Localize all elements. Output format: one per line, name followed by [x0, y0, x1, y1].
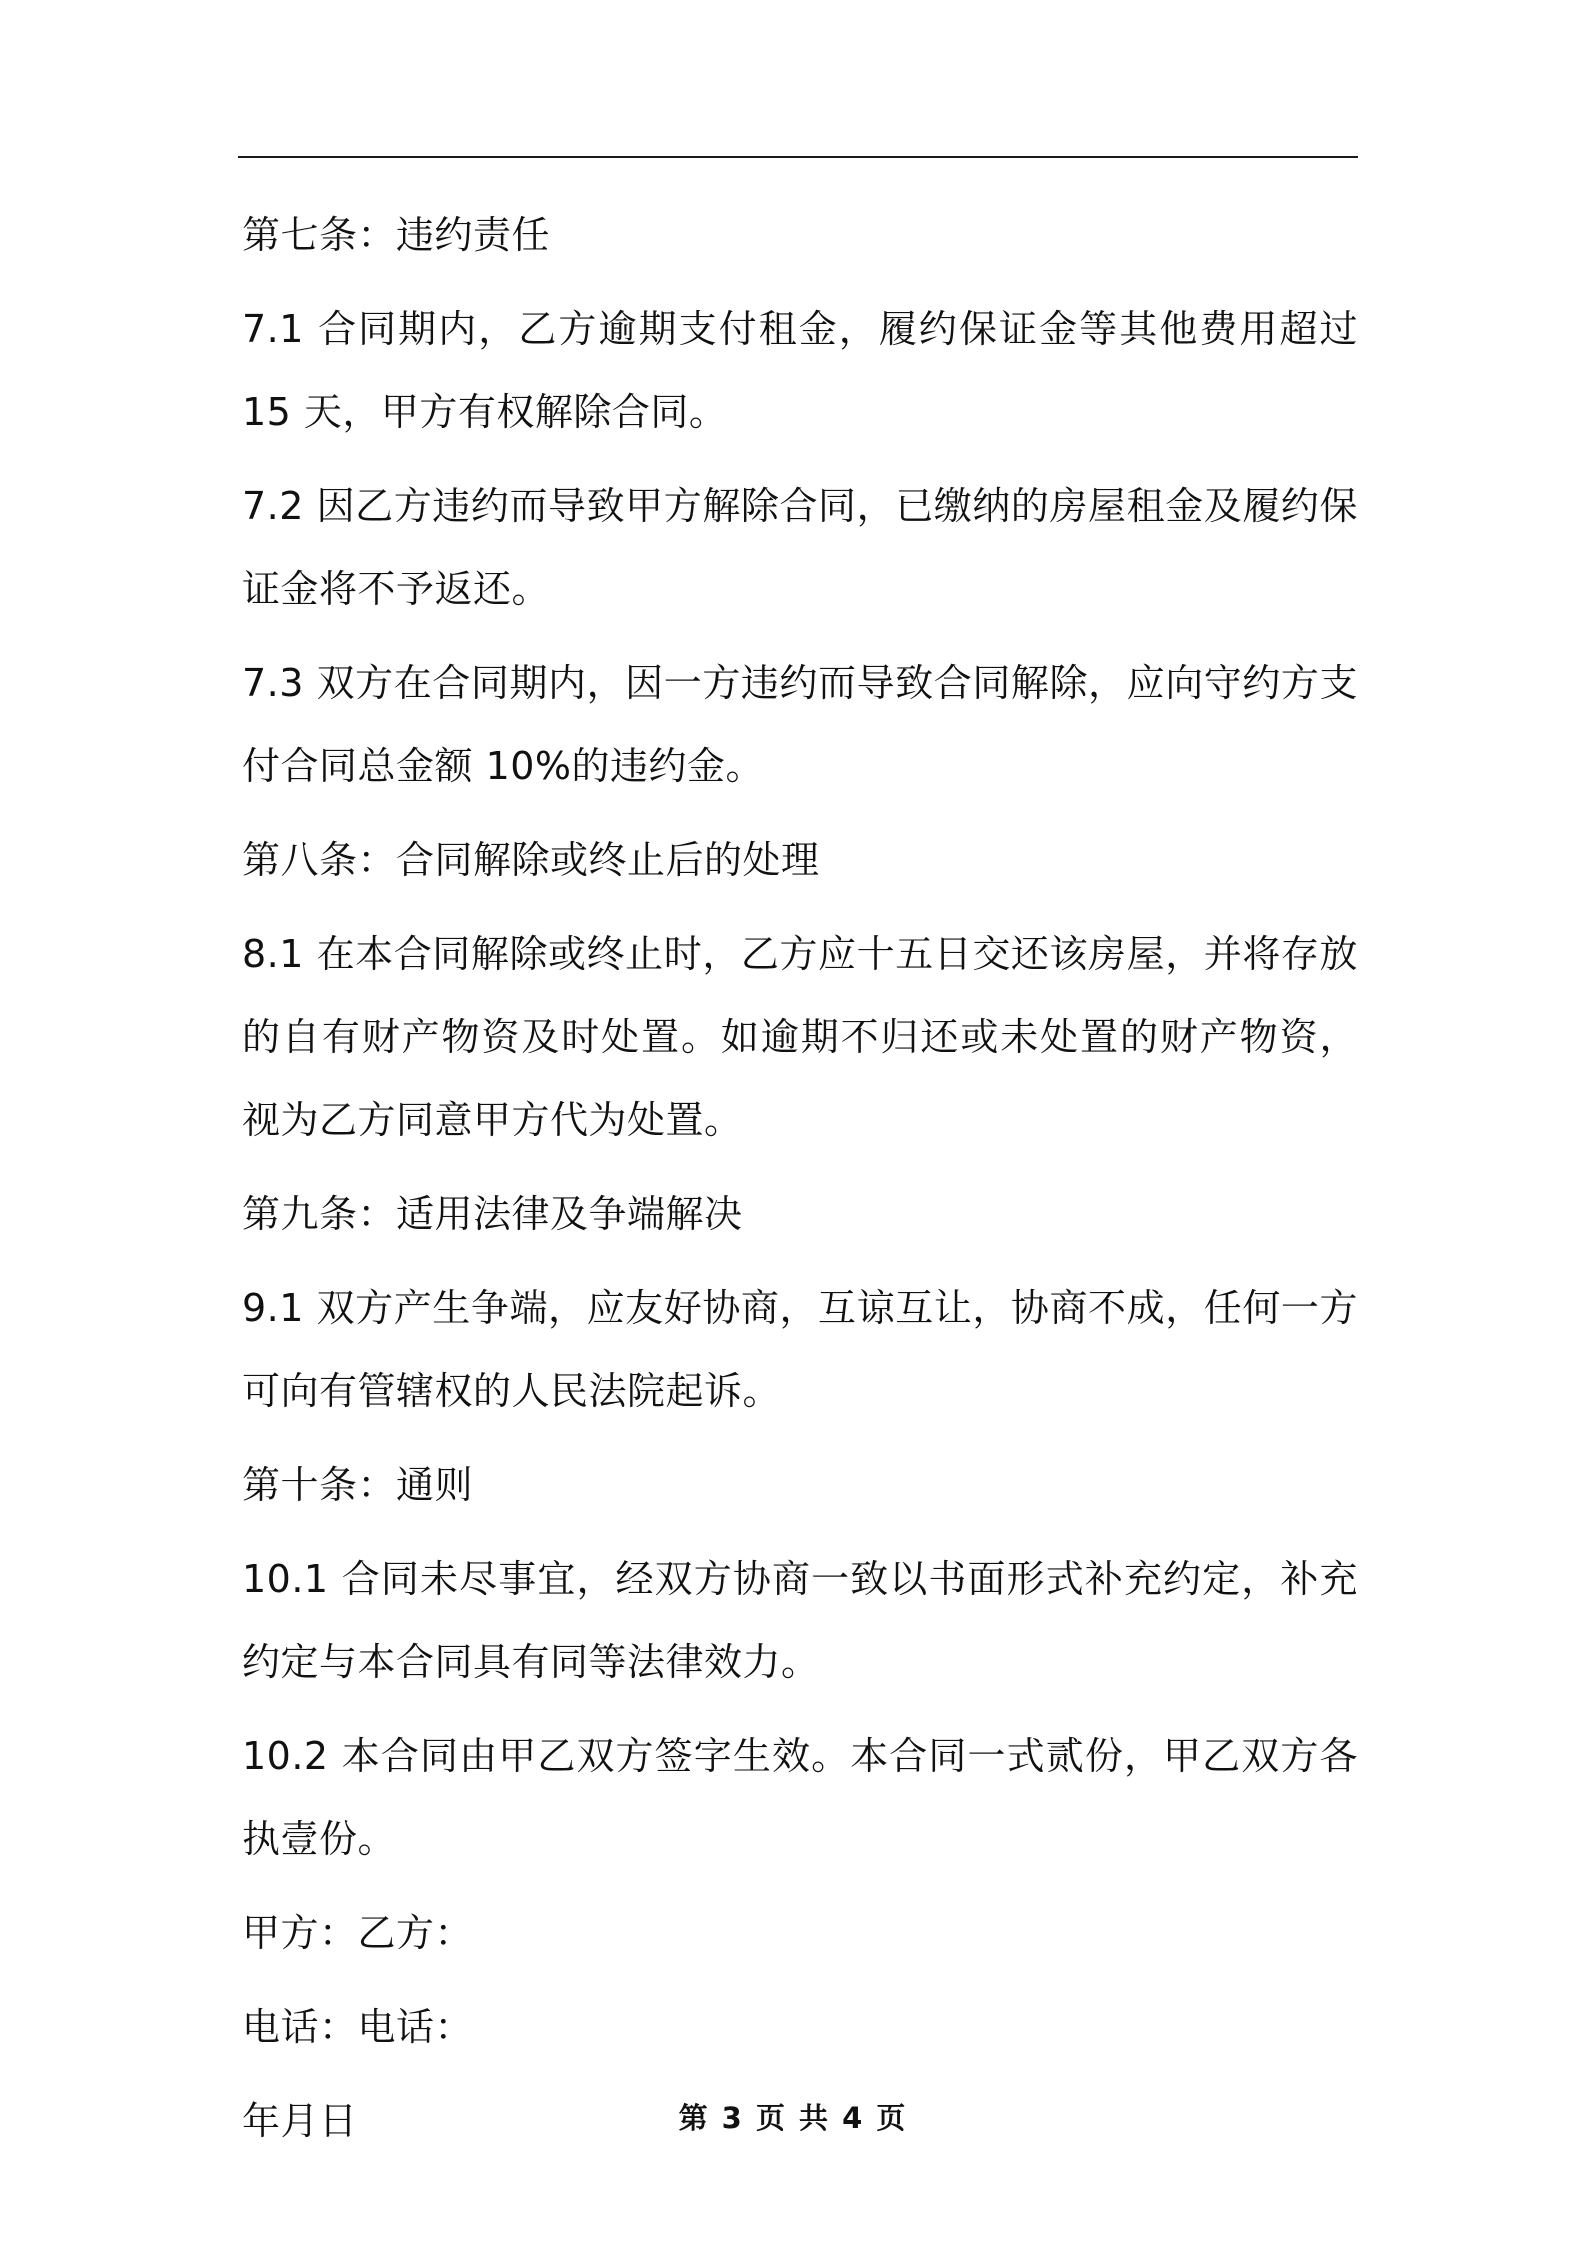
- clause-10-1: 10.1 合同未尽事宜，经双方协商一致以书面形式补充约定，补充约定与本合同具有同等法律效力。: [242, 1557, 1358, 1684]
- clause-7-2: 7.2 因乙方违约而导致甲方解除合同，已缴纳的房屋租金及履约保证金将不予返还。: [242, 484, 1358, 611]
- clause-9-1: 9.1 双方产生争端，应友好协商，互谅互让，协商不成，任何一方可向有管辖权的人民法院起诉。: [242, 1286, 1358, 1413]
- clause-7-3: 7.3 双方在合同期内，因一方违约而导致合同解除，应向守约方支付合同总金额 10%的违约金。: [242, 661, 1358, 788]
- clause-7-1: 7.1 合同期内，乙方逾期支付租金，履约保证金等其他费用超过 15 天，甲方有权解除合同。: [242, 307, 1358, 434]
- signature-phone-line: 电话：电话：: [242, 2005, 474, 2049]
- signature-parties-line: 甲方：乙方：: [242, 1911, 474, 1955]
- signature-date-line: 年月日: [242, 2099, 358, 2143]
- page-number: 第 3 页 共 4 页: [678, 2101, 908, 2135]
- clause-10-2: 10.2 本合同由甲乙双方签字生效。本合同一式贰份，甲乙双方各执壹份。: [242, 1734, 1358, 1861]
- document-body: [242, 194, 1358, 2174]
- header-rule: [238, 156, 1358, 158]
- article-10-heading: 第十条：通则: [242, 1463, 474, 1507]
- article-9-heading: 第九条：适用法律及争端解决: [242, 1192, 743, 1236]
- article-8-heading: 第八条：合同解除或终止后的处理: [242, 838, 820, 882]
- article-7-heading: 第七条：违约责任: [242, 213, 551, 257]
- clause-8-1: 8.1 在本合同解除或终止时，乙方应十五日交还该房屋，并将存放的自有财产物资及时处置。如逾期不归还或未处置的财产物资，视为乙方同意甲方代为处置。: [242, 932, 1358, 1142]
